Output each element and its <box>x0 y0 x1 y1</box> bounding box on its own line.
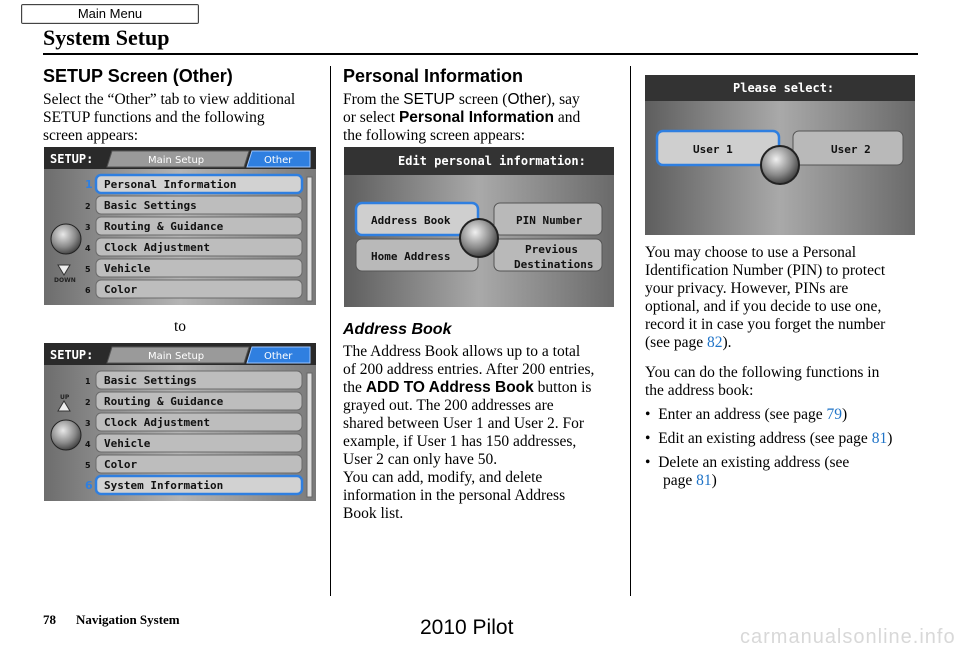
user-screen-title: Please select: <box>733 81 835 95</box>
screen-b-tab-other: Other <box>264 351 293 362</box>
setup-other-heading: SETUP Screen (Other) <box>43 66 233 86</box>
screen-a-title: SETUP: <box>50 152 94 166</box>
screen-a-row-label: Vehicle <box>104 262 151 275</box>
page-number: 78 <box>43 612 56 627</box>
functions-paragraph: You can do the following functions in the address book: <box>645 364 880 399</box>
address-book-subheading: Address Book <box>343 321 452 338</box>
screen-a-row-label: Clock Adjustment <box>104 241 210 254</box>
screen-b-row-label: Routing & Guidance <box>104 395 224 408</box>
screen-a-tab-other: Other <box>264 155 293 166</box>
site-watermark: carmanualsonline.info <box>740 626 956 648</box>
svg-text:User 2: User 2 <box>831 143 871 156</box>
page-link-82[interactable]: 82 <box>706 334 723 351</box>
svg-text:Destinations: Destinations <box>514 258 594 271</box>
svg-text:User 1: User 1 <box>693 143 733 156</box>
screen-a-row-label: Routing & Guidance <box>104 220 224 233</box>
list-item: • Edit an existing address (see page 81) <box>645 430 893 447</box>
screen-b-row-number: 3 <box>85 419 91 428</box>
page-title: System Setup <box>43 25 170 50</box>
joystick-knob-icon <box>51 420 81 450</box>
address-functions-list <box>645 406 892 490</box>
svg-text:Home Address: Home Address <box>371 250 451 263</box>
address-book-body: The Address Book allows up to a total of 200 address entries. After 200 entries, the ADD TO Address Book button is grayed out. The 200 addresses are shared between User 1 and User 2. For example, if User 1 has 150 addresses, User 2 can only have 50. You can add, modify, and delete information in the personal Address Book list. <box>343 343 595 522</box>
screen-b-row-label: Color <box>104 458 138 471</box>
svg-text:Address Book: Address Book <box>371 214 451 227</box>
svg-text:UP: UP <box>60 394 70 401</box>
joystick-knob-icon <box>51 224 81 254</box>
screen-b-row-number: 1 <box>85 377 91 386</box>
screen-b-row-label: System Information <box>104 479 224 492</box>
scrollbar <box>307 373 312 497</box>
svg-text:DOWN: DOWN <box>54 277 76 284</box>
page-link-79[interactable]: 79 <box>826 406 842 423</box>
screen-b-row-label: Vehicle <box>104 437 151 450</box>
column-divider-1 <box>330 66 331 596</box>
joystick-knob-icon <box>761 146 799 184</box>
footer-label: Navigation System <box>76 612 180 627</box>
column-divider-2 <box>630 66 631 596</box>
screen-a-row-number: 2 <box>85 202 91 211</box>
screen-b-row-number: 5 <box>85 461 91 470</box>
personal-info-heading: Personal Information <box>343 66 524 86</box>
page-link-81b[interactable]: 81 <box>696 472 712 489</box>
main-menu-button[interactable]: Main Menu <box>21 4 199 24</box>
screen-b-row-number: 4 <box>85 440 91 449</box>
pin-paragraph: You may choose to use a Personal Identification Number (PIN) to protect your privacy. However, PINs are optional, and if you decide to use one, record it in case you forget the number (see page 82). <box>645 244 886 351</box>
screen-b-title: SETUP: <box>50 348 94 362</box>
screen-b-row-number: 6 <box>85 479 93 492</box>
screen-a-row-number: 1 <box>85 178 93 191</box>
screen-b-row-label: Basic Settings <box>104 374 197 387</box>
screen-a-row-number: 5 <box>85 265 91 274</box>
screen-a-row-number: 4 <box>85 244 91 253</box>
screen-a-row-number: 6 <box>85 286 91 295</box>
svg-text:PIN Number: PIN Number <box>516 214 583 227</box>
setup-screen-other-page2 <box>44 343 316 501</box>
joystick-knob-icon <box>460 219 498 257</box>
personal-info-intro: From the SETUP screen (Other), say or select Personal Information and the following screen appears: <box>343 91 581 144</box>
setup-other-intro: Select the “Other” tab to view additional SETUP functions and the following screen appears: <box>43 91 296 144</box>
screen-b-row-label: Clock Adjustment <box>104 416 210 429</box>
setup-screen-other-page1 <box>44 147 316 305</box>
screen-a-tab-main: Main Setup <box>148 155 205 166</box>
screen-b-row-number: 2 <box>85 398 91 407</box>
scrollbar <box>307 177 312 301</box>
screen-a-row-number: 3 <box>85 223 91 232</box>
screen-b-tab-main: Main Setup <box>148 351 205 362</box>
edit-personal-info-screen <box>344 147 614 307</box>
screen-a-row-label: Basic Settings <box>104 199 197 212</box>
svg-text:Previous: Previous <box>525 243 578 256</box>
list-item: • Delete an existing address (see page 81) <box>645 454 850 489</box>
title-divider <box>43 53 918 55</box>
model-watermark: 2010 Pilot <box>420 616 514 639</box>
edit-screen-title: Edit personal information: <box>398 154 586 168</box>
list-item: • Enter an address (see page 79) <box>645 406 848 423</box>
to-label: to <box>174 318 187 335</box>
screen-a-row-label: Color <box>104 283 138 296</box>
user-select-screen <box>645 75 915 235</box>
screen-a-row-label: Personal Information <box>104 178 237 191</box>
page-link-81[interactable]: 81 <box>871 430 888 447</box>
